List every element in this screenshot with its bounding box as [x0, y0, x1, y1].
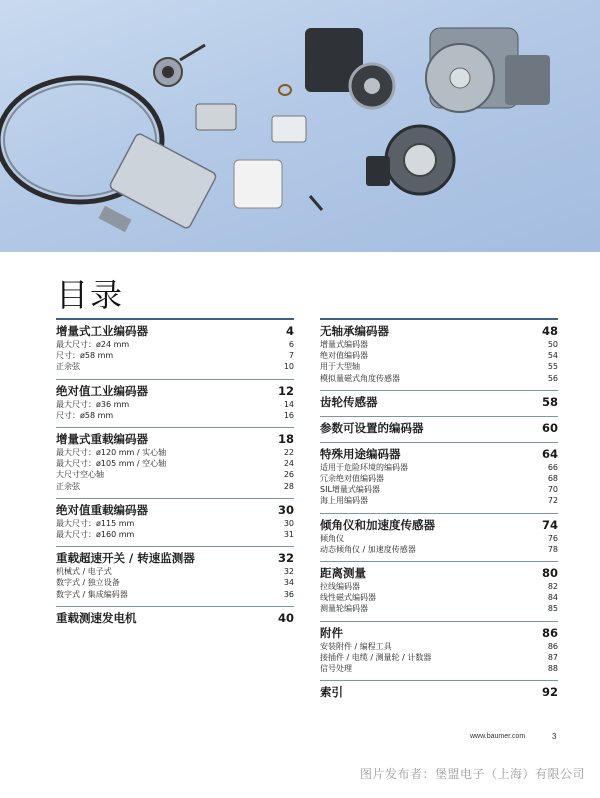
toc-entry[interactable]: [56, 518, 294, 529]
toc-section-title: 距离测量: [320, 566, 366, 581]
toc-section: [320, 680, 558, 706]
toc-entry-label: 安装附件 / 编程工具: [320, 641, 392, 651]
toc-entry-page: 7: [288, 351, 294, 361]
toc-right-column: [320, 318, 558, 706]
toc-section-page: 86: [541, 625, 558, 640]
toc-section: [56, 498, 294, 546]
toc-entry-page: 55: [547, 362, 558, 372]
toc-entry[interactable]: [56, 529, 294, 540]
toc-entry[interactable]: [56, 447, 294, 458]
toc-section-page: 92: [541, 685, 558, 700]
toc-entry[interactable]: [320, 373, 558, 384]
toc-entry-label: 倾角仪: [320, 533, 344, 543]
toc-entry[interactable]: [56, 566, 294, 577]
toc-section-page: 58: [541, 394, 558, 409]
toc-entry[interactable]: [56, 481, 294, 492]
toc-section: [56, 606, 294, 632]
toc-entry[interactable]: [56, 339, 294, 350]
toc-entry-label: 最大尺寸：ø105 mm / 空心轴: [56, 459, 167, 469]
toc-entry-page: 31: [283, 530, 294, 540]
module-shape-3: [234, 160, 282, 208]
watermark-text: 图片发布者：堡盟电子（上海）有限公司: [360, 767, 586, 781]
toc-entry-label: 最大尺寸：ø120 mm / 实心轴: [56, 448, 167, 458]
toc-section-title: 绝对值工业编码器: [56, 383, 148, 398]
toc-entry-page: 14: [283, 399, 294, 409]
toc-entry-label: 机械式 / 电子式: [56, 567, 112, 577]
toc-entry-page: 50: [547, 340, 558, 349]
toc-entry[interactable]: [320, 350, 558, 361]
toc-entry[interactable]: [320, 663, 558, 674]
toc-entry-page: 54: [547, 351, 558, 361]
toc-entry-label: 信号处理: [320, 664, 352, 674]
toc-section-heading[interactable]: [320, 626, 558, 641]
toc-entry-page: 68: [547, 474, 558, 484]
toc-section: [56, 546, 294, 606]
toc-section-heading[interactable]: [320, 518, 558, 533]
toc-section-page: 18: [277, 432, 294, 447]
product-illustration: [0, 0, 600, 252]
toc-section: [320, 416, 558, 442]
toc-section-heading[interactable]: [320, 566, 558, 581]
module-shape-1: [196, 104, 236, 130]
toc-section-title: 绝对值重载编码器: [56, 502, 148, 517]
toc-section-page: 60: [541, 420, 558, 435]
toc-section-page: 4: [285, 324, 294, 338]
hero-product-image: [0, 0, 600, 252]
toc-section-heading[interactable]: [56, 551, 294, 566]
toc-entry[interactable]: [320, 462, 558, 473]
toc-entry-label: 最大尺寸：ø24 mm: [56, 340, 130, 349]
toc-entry[interactable]: [56, 589, 294, 600]
module-shape-2: [272, 116, 306, 142]
toc-entry-label: 适用于危险环境的编码器: [320, 462, 408, 472]
toc-entry-page: 88: [547, 664, 558, 674]
toc-section-title: 附件: [320, 625, 343, 640]
toc-left-column: [56, 318, 294, 632]
toc-entry-page: 36: [283, 589, 294, 599]
toc-section-heading[interactable]: [320, 447, 558, 462]
toc-section-page: 40: [277, 610, 294, 625]
toc-entry[interactable]: [56, 410, 294, 421]
toc-entry-page: 28: [283, 481, 294, 491]
toc-entry[interactable]: [320, 339, 558, 350]
toc-section: [320, 390, 558, 416]
toc-entry-page: 32: [283, 567, 294, 577]
toc-entry[interactable]: [320, 603, 558, 614]
toc-entry-label: 用于大型轴: [320, 362, 360, 372]
toc-entry-label: 接插件 / 电缆 / 测量轮 / 计数器: [320, 652, 432, 662]
toc-section-page: 64: [541, 446, 558, 461]
toc-entry-page: 10: [283, 362, 294, 372]
toc-section: [56, 318, 294, 379]
toc-section-title: 增量式工业编码器: [56, 324, 148, 338]
footer-page-number: 3: [552, 732, 557, 741]
toc-entry-label: 尺寸：ø58 mm: [56, 410, 114, 420]
toc-entry-page: 86: [547, 641, 558, 651]
toc-entry-label: 最大尺寸：ø160 mm: [56, 530, 135, 540]
toc-entry-label: 最大尺寸：ø36 mm: [56, 399, 130, 409]
toc-section-title: 重载超速开关 / 转速监测器: [56, 551, 195, 566]
toc-entry[interactable]: [320, 641, 558, 652]
footer-url[interactable]: www.baumer.com: [470, 733, 526, 740]
toc-entry-label: 尺寸：ø58 mm: [56, 351, 114, 361]
toc-section-page: 80: [541, 566, 558, 581]
toc-entry-label: 测量轮编码器: [320, 604, 368, 614]
toc-section: [56, 379, 294, 427]
toc-entry-label: 冗余绝对值编码器: [320, 474, 384, 484]
toc-entry[interactable]: [56, 350, 294, 361]
toc-section: [320, 561, 558, 621]
toc-entry-label: 正余弦: [56, 481, 80, 491]
toc-section-title: 倾角仪和加速度传感器: [320, 517, 435, 532]
toc-entry-label: SIL增量式编码器: [320, 485, 380, 495]
toc-section-page: 74: [541, 517, 558, 532]
toc-section-page: 30: [277, 502, 294, 517]
toc-entry-page: 85: [547, 604, 558, 614]
toc-section-heading[interactable]: [56, 503, 294, 518]
toc-section: [320, 513, 558, 561]
toc-entry-label: 数字式 / 集成编码器: [56, 589, 128, 599]
toc-entry-page: 16: [283, 410, 294, 420]
toc-section-title: 增量式重载编码器: [56, 432, 148, 447]
toc-section-heading[interactable]: [320, 685, 558, 700]
toc-entry[interactable]: [56, 361, 294, 372]
toc-section-page: 12: [277, 383, 294, 398]
toc-entry[interactable]: [320, 533, 558, 544]
toc-entry[interactable]: [320, 592, 558, 603]
toc-entry-label: 大尺寸空心轴: [56, 470, 104, 480]
toc-entry-page: 6: [288, 340, 294, 349]
toc-section-title: 索引: [320, 685, 343, 700]
toc-section-title: 齿轮传感器: [320, 394, 378, 409]
toc-section: [56, 427, 294, 498]
toc-entry-page: 22: [283, 448, 294, 458]
toc-entry-page: 66: [547, 462, 558, 472]
toc-entry-label: 最大尺寸：ø115 mm: [56, 518, 135, 528]
toc-entry[interactable]: [56, 469, 294, 480]
toc-entry-label: 动态倾角仪 / 加速度传感器: [320, 544, 416, 554]
toc-entry-page: 84: [547, 593, 558, 603]
toc-section-heading[interactable]: [320, 324, 558, 339]
toc-entry[interactable]: [320, 473, 558, 484]
toc-section-heading[interactable]: [56, 384, 294, 399]
toc-entry[interactable]: [320, 484, 558, 495]
toc-entry[interactable]: [56, 399, 294, 410]
toc-entry-page: 56: [547, 373, 558, 383]
toc-entry-page: 30: [283, 518, 294, 528]
toc-entry-label: 数字式 / 独立设备: [56, 578, 120, 588]
toc-entry-page: 70: [547, 485, 558, 495]
toc-entry[interactable]: [320, 361, 558, 372]
toc-section-heading[interactable]: [56, 324, 294, 339]
toc-entry-page: 87: [547, 652, 558, 662]
toc-section-page: 48: [541, 324, 558, 338]
toc-section-heading[interactable]: [56, 432, 294, 447]
toc-entry-label: 模拟量磁式角度传感器: [320, 373, 400, 383]
toc-section-heading[interactable]: [320, 395, 558, 410]
toc-entry-label: 正余弦: [56, 362, 80, 372]
toc-entry[interactable]: [320, 495, 558, 506]
toc-entry[interactable]: [320, 544, 558, 555]
toc-section-page: 32: [277, 551, 294, 566]
toc-section-title: 重载测速发电机: [56, 610, 137, 625]
page-title: 目录: [56, 276, 125, 314]
toc-entry-label: 线性磁式编码器: [320, 593, 376, 603]
toc-section-title: 参数可设置的编码器: [320, 420, 424, 435]
toc-section: [320, 442, 558, 513]
toc-section-title: 特殊用途编码器: [320, 446, 401, 461]
toc-entry[interactable]: [56, 458, 294, 469]
toc-entry[interactable]: [320, 652, 558, 663]
toc-entry[interactable]: [320, 581, 558, 592]
toc-entry-page: 24: [283, 459, 294, 469]
toc-section: [320, 318, 558, 390]
toc-entry-label: 海上用编码器: [320, 496, 368, 506]
toc-entry-label: 拉线编码器: [320, 582, 360, 592]
toc-section-heading[interactable]: [56, 611, 294, 626]
rail-sensor-shape: [109, 133, 218, 230]
toc-entry-page: 78: [547, 544, 558, 554]
toc-entry[interactable]: [56, 577, 294, 588]
toc-entry-label: 增量式编码器: [320, 340, 368, 349]
toc-section-title: 无轴承编码器: [320, 324, 389, 338]
toc-entry-page: 72: [547, 496, 558, 506]
toc-entry-page: 76: [547, 533, 558, 543]
toc-section-heading[interactable]: [320, 421, 558, 436]
toc-section: [320, 621, 558, 681]
toc-entry-page: 26: [283, 470, 294, 480]
toc-entry-page: 82: [547, 582, 558, 592]
toc-entry-label: 绝对值编码器: [320, 351, 368, 361]
toc-entry-page: 34: [283, 578, 294, 588]
